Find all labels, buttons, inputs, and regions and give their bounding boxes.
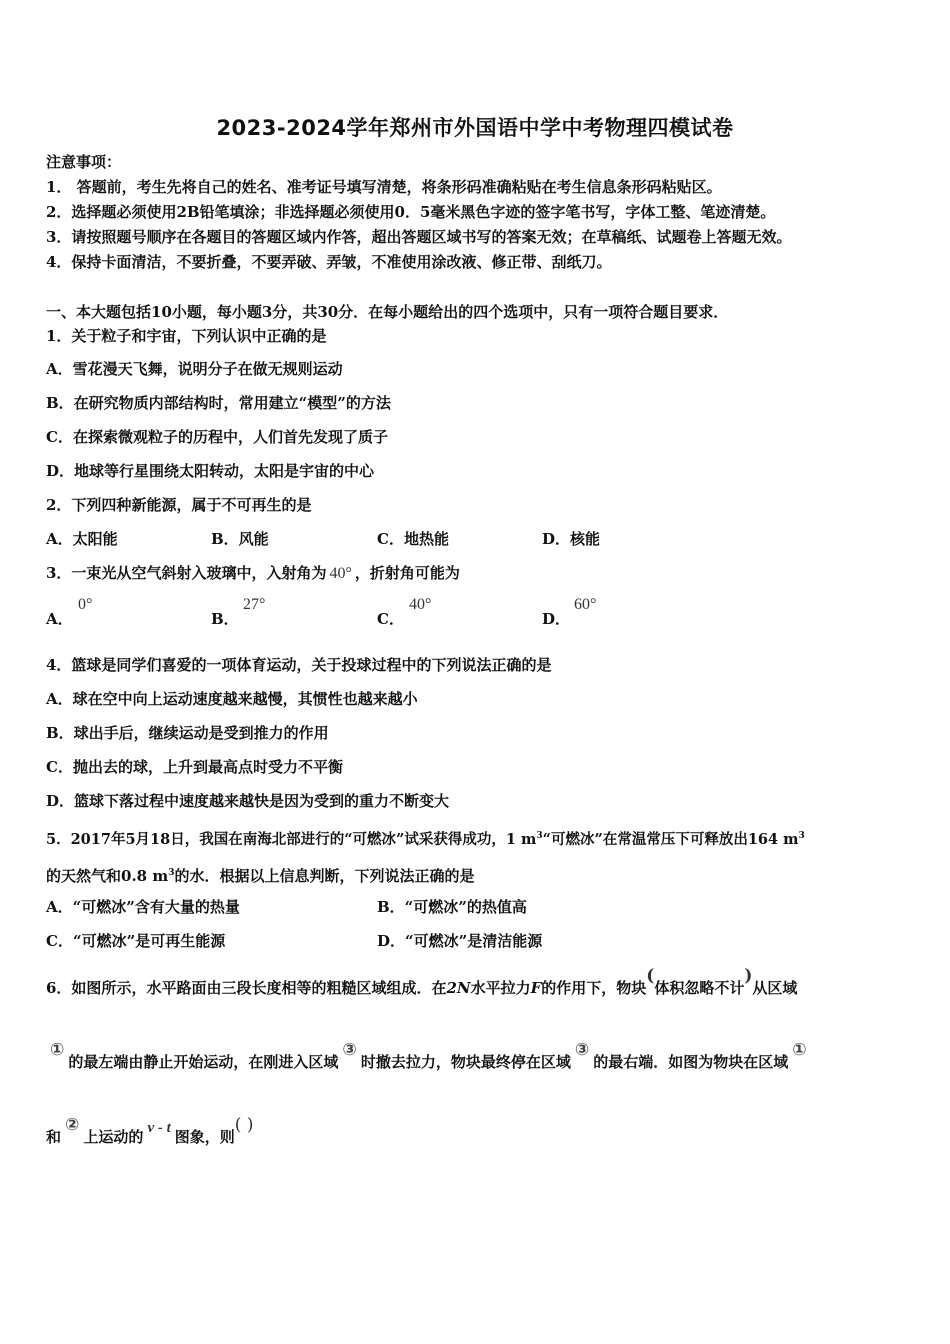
region-3-marker: ③: [342, 1040, 357, 1060]
question-1-option-d: D．地球等行星围绕太阳转动，太阳是宇宙的中心: [46, 462, 375, 480]
question-5-text: 的天然气和0.8 m: [46, 867, 169, 885]
question-3-option-b-label: B．: [211, 610, 239, 628]
superscript: 3: [168, 868, 175, 878]
notice-item: 3．请按照题号顺序在各题目的答题区域内作答，超出答题区域书写的答案无效；在草稿纸、试题卷上答题无效。: [46, 228, 792, 246]
question-4-option-a: A．球在空中向上运动速度越来越慢，其惯性也越来越小: [46, 690, 418, 708]
question-6-text: 的最右端．如图为物块在区域: [593, 1053, 789, 1071]
question-2-option-b: B．风能: [211, 530, 269, 548]
question-2-option-d: D．核能: [542, 530, 601, 548]
question-3-stem-text: 3．一束光从空气斜射入玻璃中，入射角为: [46, 564, 327, 582]
notice-item: 1． 答题前，考生先将自己的姓名、准考证号填写清楚，将条形码准确粘贴在考生信息条形码粘贴区。: [46, 178, 722, 196]
close-paren: ): [744, 966, 753, 986]
question-6-line-3: [46, 1115, 254, 1148]
question-5-line-1: [46, 826, 805, 850]
question-6-text: 的最左端由静止开始运动，在刚进入区域: [68, 1053, 339, 1071]
region-1-marker: ①: [50, 1040, 65, 1060]
force-symbol: F: [530, 979, 542, 997]
question-6-text: 体积忽略不计: [654, 979, 745, 997]
force-value: 2N: [446, 979, 471, 997]
question-4-stem: 4．篮球是同学们喜爱的一项体育运动，关于投球过程中的下列说法正确的是: [46, 656, 552, 674]
question-3-option-c-label: C．: [377, 610, 404, 628]
question-3-option-a-value: 0°: [78, 596, 93, 613]
question-2-option-c: C．地热能: [377, 530, 449, 548]
answer-blank[interactable]: ( ): [234, 1115, 254, 1135]
question-3-option-d-label: D．: [542, 610, 571, 628]
question-5-text: 的水．根据以上信息判断，下列说法正确的是: [174, 867, 475, 885]
notice-item: 4．保持卡面清洁，不要折叠，不要弄破、弄皱，不准使用涂改液、修正带、刮纸刀。: [46, 253, 612, 271]
v-t-symbol: v - t: [147, 1120, 171, 1136]
question-3-stem-tail: ，折射角可能为: [354, 564, 460, 582]
question-3-option-a-label: A．: [46, 610, 73, 628]
region-2-marker: ②: [65, 1115, 80, 1135]
question-6-text: 6．如图所示，水平路面由三段长度相等的粗糙区域组成．在: [46, 979, 447, 997]
question-3-option-b-value: 27°: [243, 596, 266, 613]
question-4-option-c: C．抛出去的球，上升到最高点时受力不平衡: [46, 758, 343, 776]
question-5-option-a: A．“可燃冰”含有大量的热量: [46, 898, 240, 916]
question-2-stem: 2．下列四种新能源，属于不可再生的是: [46, 496, 312, 514]
question-6-text: 的作用下，物块: [541, 979, 647, 997]
question-3-incident-angle: 40°: [329, 565, 352, 582]
question-6-text: 从区域: [752, 979, 798, 997]
superscript: 3: [798, 831, 805, 841]
superscript: 3: [536, 831, 543, 841]
question-5-option-b: B．“可燃冰”的热值高: [377, 898, 527, 916]
question-1-stem: 1．关于粒子和宇宙，下列认识中正确的是: [46, 327, 327, 345]
question-5-line-2: [46, 863, 474, 886]
notice-item: 2．选择题必须使用2B铅笔填涂；非选择题必须使用0．5毫米黑色字迹的签字笔书写，字体工整、笔迹清楚。: [46, 203, 776, 221]
question-6-text: 水平拉力: [470, 979, 531, 997]
question-6-line-2: [46, 1040, 811, 1072]
question-6-text: 时撤去拉力，物块最终停在区域: [360, 1053, 571, 1071]
question-6-text: 和: [46, 1128, 62, 1146]
question-6-text: 上运动的: [83, 1128, 144, 1146]
region-1-marker: ①: [792, 1040, 807, 1060]
section-header: 一、本大题包括10小题，每小题3分，共30分．在每小题给出的四个选项中，只有一项符合题目要求．: [46, 303, 729, 321]
question-5-text: “可燃冰”在常温常压下可释放出164 m: [542, 830, 799, 848]
question-6-line-1: [46, 966, 798, 998]
region-3-marker: ③: [574, 1040, 590, 1060]
question-1-option-c: C．在探索微观粒子的历程中，人们首先发现了质子: [46, 428, 388, 446]
question-4-option-d: D．篮球下落过程中速度越来越快是因为受到的重力不断变大: [46, 792, 450, 810]
question-1-option-b: B．在研究物质内部结构时，常用建立“模型”的方法: [46, 394, 391, 412]
question-3-option-d-value: 60°: [574, 596, 597, 613]
page-title: 2023-2024学年郑州市外国语中学中考物理四模试卷: [216, 116, 734, 140]
question-5-option-c: C．“可燃冰”是可再生能源: [46, 932, 226, 950]
open-paren: (: [646, 966, 655, 986]
question-2-option-a: A．太阳能: [46, 530, 118, 548]
question-3-option-c-value: 40°: [409, 596, 432, 613]
question-4-option-b: B．球出手后，继续运动是受到推力的作用: [46, 724, 329, 742]
question-3-stem: [46, 563, 460, 584]
question-6-text: 图象，则: [174, 1128, 235, 1146]
question-1-option-a: A．雪花漫天飞舞，说明分子在做无规则运动: [46, 360, 343, 378]
notice-heading: 注意事项：: [46, 153, 122, 171]
question-5-text: 5．2017年5月18日，我国在南海北部进行的“可燃冰”试采获得成功，1 m: [46, 830, 537, 848]
question-5-option-d: D．“可燃冰”是清洁能源: [377, 932, 543, 950]
